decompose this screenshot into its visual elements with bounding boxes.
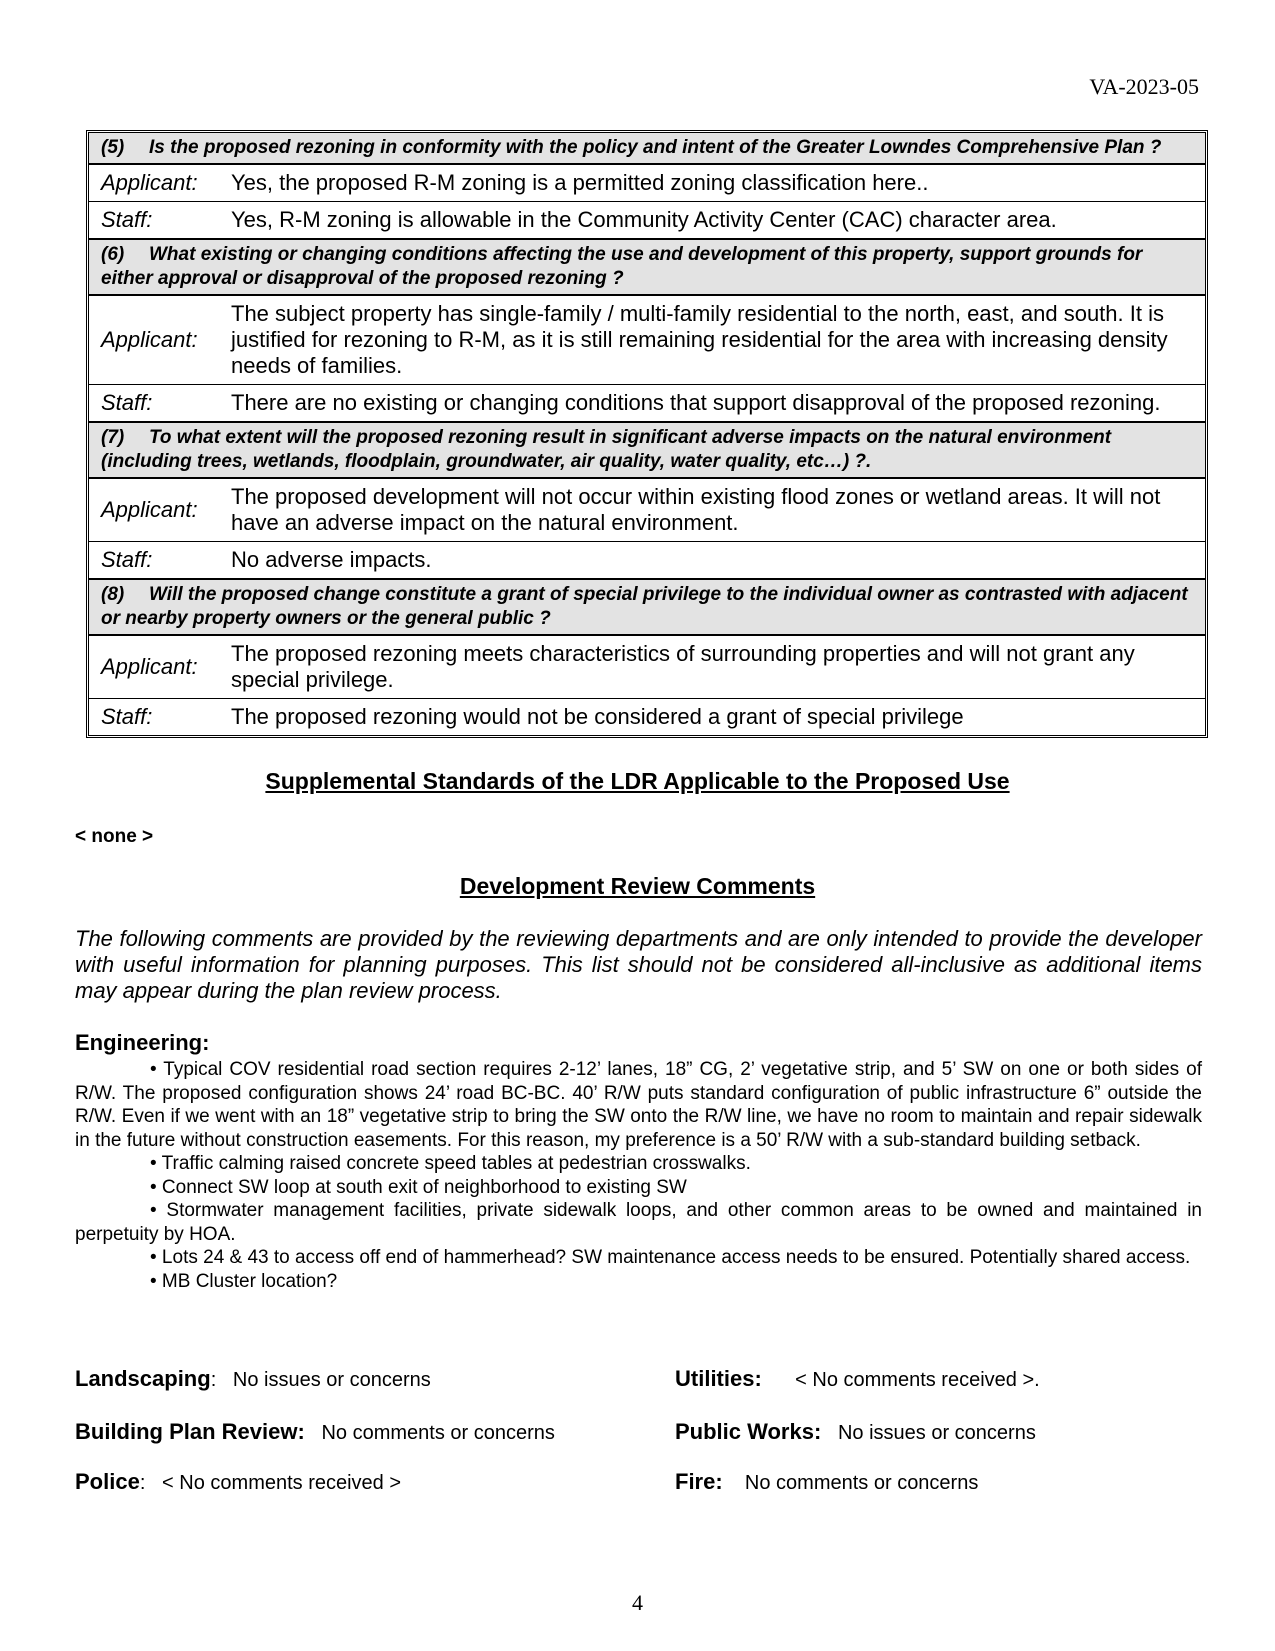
list-item: • Lots 24 & 43 to access off end of hammerhead? SW maintenance access needs to be ensured. Potentially shared access. — [150, 1247, 1191, 1268]
review-heading: Development Review Comments — [459, 873, 816, 899]
public-works-label: Public Works: — [675, 1419, 822, 1444]
criterion-number: (8) — [101, 584, 125, 605]
list-item: • MB Cluster location? — [150, 1270, 338, 1292]
criterion-question — [89, 421, 1205, 479]
criterion-question-text: To what extent will the proposed rezoning result in significant adverse impacts on the natural environment (including trees, wetlands, floodplain, groundwater, air quality, water quality, etc…) ?. — [101, 427, 1112, 472]
building-plan-review-value: No comments or concerns — [321, 1422, 555, 1444]
engineering-comments — [75, 1058, 1202, 1293]
applicant-label: Applicant: — [101, 654, 198, 679]
utilities-comment — [675, 1366, 1040, 1392]
staff-label: Staff: — [101, 207, 153, 232]
criteria-table — [86, 130, 1208, 738]
fire-comment — [675, 1469, 978, 1495]
police-comment — [75, 1469, 401, 1495]
staff-answer: There are no existing or changing conditions that support disapproval of the proposed rezoning. — [231, 390, 1161, 415]
staff-row — [89, 541, 1205, 578]
staff-label: Staff: — [101, 390, 153, 415]
applicant-answer: The proposed development will not occur within existing flood zones or wetland areas. It will not have an adverse impact on the natural environment. — [231, 484, 1161, 535]
list-item: • Typical COV residential road section requires 2-12’ lanes, 18” CG, 2’ vegetative strip, and 5’ SW on one or both sides of R/W. The proposed configuration shows 24’ road BC-BC. 40’ R/W puts standard configuration of public infrastructure 6” outside the R/W. Even if we went with an 18” vegetative strip to bring the SW onto the R/W line, we have no room to maintain and repair sidewalk in the future without construction easements. For this reason, my preference is a 50’ R/W with a sub-standard building setback. — [75, 1059, 1202, 1151]
staff-answer: The proposed rezoning would not be considered a grant of special privilege — [231, 704, 964, 729]
staff-row — [89, 698, 1205, 735]
applicant-row — [89, 479, 1205, 541]
staff-answer: No adverse impacts. — [231, 547, 432, 572]
utilities-label: Utilities: — [675, 1366, 762, 1391]
staff-row — [89, 384, 1205, 421]
review-intro: The following comments are provided by the reviewing departments and are only intended to provide the developer with useful information for planning purposes. This list should not be considered all-inclusive as additional items may appear during the plan review process. — [75, 926, 1202, 1003]
staff-label: Staff: — [101, 704, 153, 729]
staff-answer: Yes, R-M zoning is allowable in the Community Activity Center (CAC) character area. — [231, 207, 1057, 232]
criterion-question-text: Is the proposed rezoning in conformity with the policy and intent of the Greater Lowndes Comprehensive Plan ? — [149, 137, 1162, 158]
building-plan-review-comment — [75, 1419, 555, 1445]
engineering-title: Engineering: — [75, 1030, 210, 1055]
case-number: VA-2023-05 — [1089, 74, 1199, 99]
utilities-value: < No comments received >. — [795, 1369, 1040, 1391]
landscaping-comment — [75, 1366, 431, 1392]
criterion-question — [89, 238, 1205, 296]
criterion-number: (5) — [101, 137, 125, 158]
landscaping-label: Landscaping — [75, 1366, 211, 1391]
staff-label: Staff: — [101, 547, 153, 572]
applicant-row — [89, 636, 1205, 698]
police-value: < No comments received > — [162, 1472, 402, 1494]
applicant-answer: Yes, the proposed R-M zoning is a permitted zoning classification here.. — [231, 170, 929, 195]
public-works-value: No issues or concerns — [837, 1422, 1036, 1444]
public-works-comment — [675, 1419, 1036, 1445]
criterion-question-text: What existing or changing conditions affecting the use and development of this property, support grounds for either approval or disapproval of the proposed rezoning ? — [101, 244, 1143, 289]
applicant-answer: The subject property has single-family / multi-family residential to the north, east, and south. It is justified for rezoning to R-M, as it is still remaining residential for the area with increasing density needs of families. — [231, 301, 1168, 378]
police-label-suffix: : — [139, 1472, 146, 1494]
criterion-number: (7) — [101, 427, 125, 448]
landscaping-label-suffix: : — [210, 1369, 217, 1391]
criterion-number: (6) — [101, 244, 125, 265]
supplemental-heading: Supplemental Standards of the LDR Applicable to the Proposed Use — [265, 768, 1010, 794]
criterion-question — [89, 578, 1205, 636]
building-plan-review-label: Building Plan Review: — [75, 1419, 305, 1444]
staff-row — [89, 201, 1205, 238]
fire-label: Fire: — [675, 1469, 723, 1494]
applicant-row — [89, 165, 1205, 201]
applicant-label: Applicant: — [101, 170, 198, 195]
supplemental-value: < none > — [75, 826, 154, 847]
list-item: • Stormwater management facilities, private sidewalk loops, and other common areas to be owned and maintained in perpetuity by HOA. — [75, 1200, 1202, 1245]
page-number: 4 — [632, 1590, 643, 1615]
criterion-question-text: Will the proposed change constitute a grant of special privilege to the individual owner as contrasted with adjacent or nearby property owners or the general public ? — [101, 584, 1188, 629]
applicant-answer: The proposed rezoning meets characteristics of surrounding properties and will not grant any special privilege. — [231, 641, 1135, 692]
applicant-row — [89, 296, 1205, 384]
list-item: • Connect SW loop at south exit of neighborhood to existing SW — [150, 1176, 687, 1198]
criterion-question — [89, 133, 1205, 165]
list-item: • Traffic calming raised concrete speed tables at pedestrian crosswalks. — [150, 1153, 751, 1174]
fire-value: No comments or concerns — [744, 1472, 979, 1494]
landscaping-value: No issues or concerns — [232, 1369, 431, 1391]
police-label: Police — [75, 1469, 140, 1494]
applicant-label: Applicant: — [101, 497, 198, 522]
applicant-label: Applicant: — [101, 327, 198, 352]
